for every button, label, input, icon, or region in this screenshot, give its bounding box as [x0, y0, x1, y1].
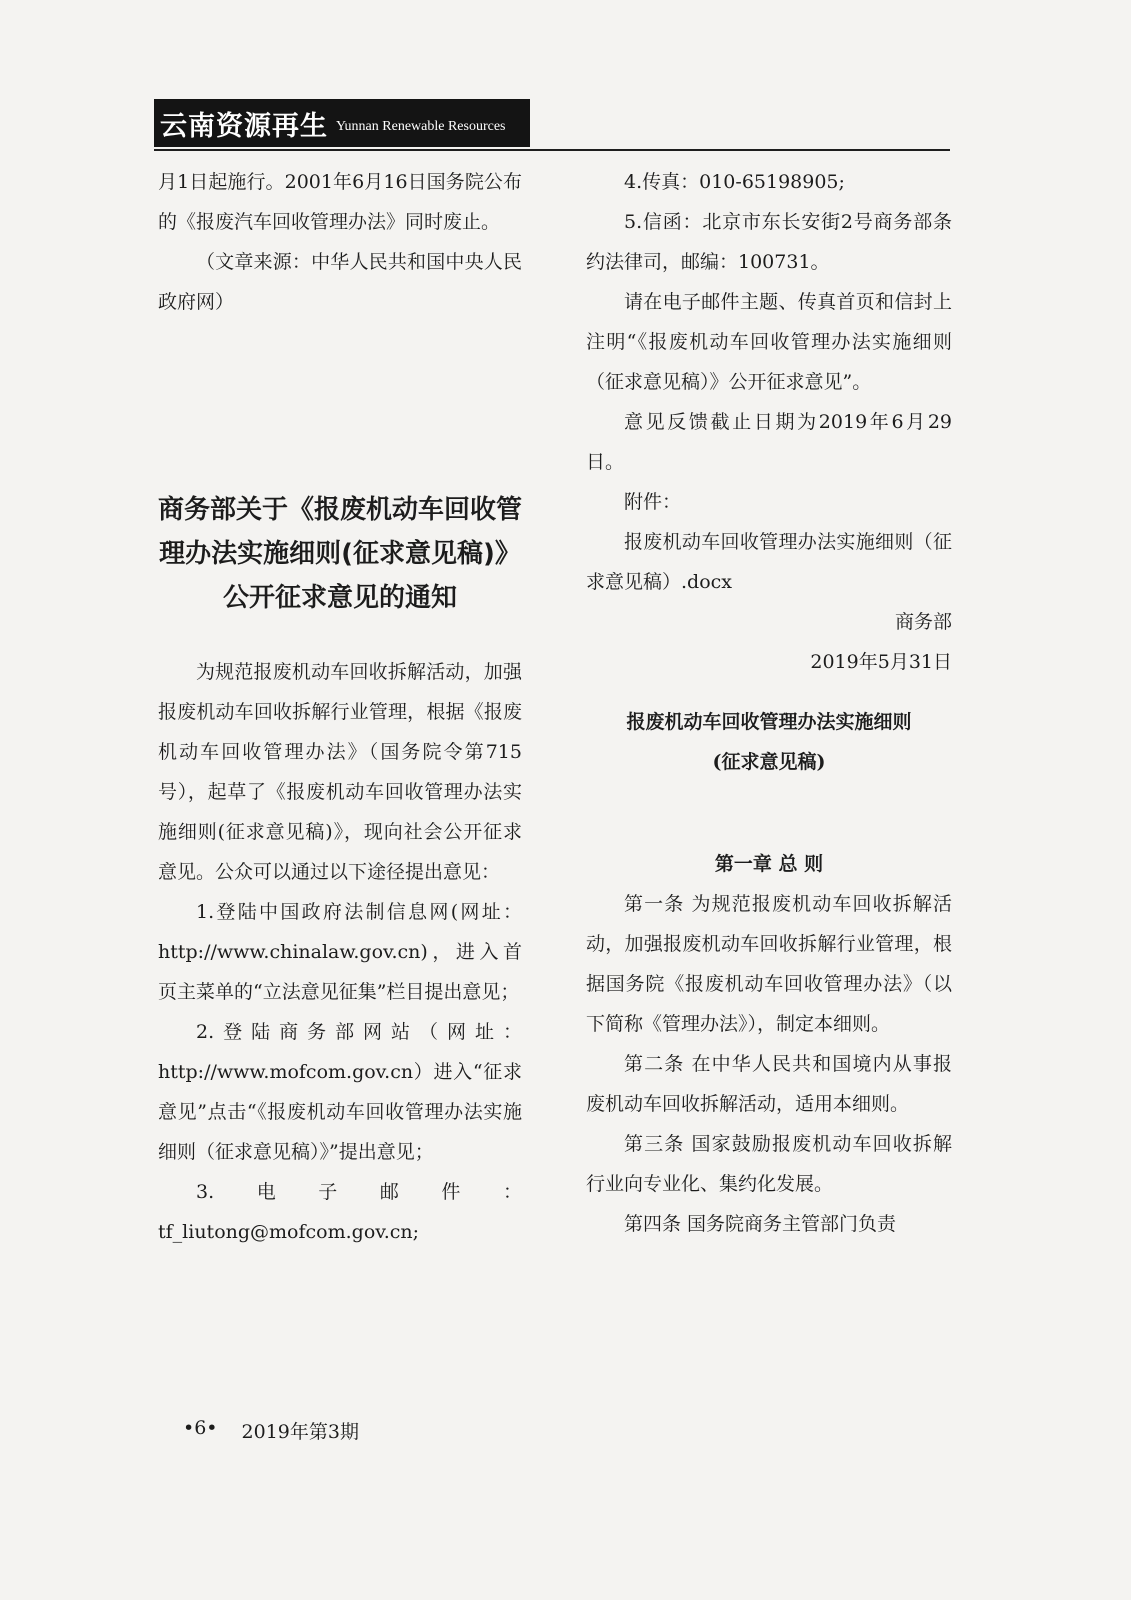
rules-subtitle: (征求意见稿) — [712, 751, 826, 773]
right-column — [586, 162, 952, 1244]
article-title-line-1: 商务部关于《报废机动车回收管 — [158, 495, 523, 525]
rules-title: 报废机动车回收管理办法实施细则 — [626, 711, 912, 733]
article-2: 第二条 在中华人民共和国境内从事报废机动车回收拆解活动，适用本细则。 — [586, 1053, 952, 1115]
deadline-text: 意见反馈截止日期为2019年6月29日。 — [586, 411, 952, 473]
channel-item-3-email: tf_liutong@mofcom.gov.cn; — [158, 1221, 420, 1243]
channel-item-5: 5.信函：北京市东长安街2号商务部条约法律司，邮编：100731。 — [586, 211, 952, 273]
channel-item-1: 1.登陆中国政府法制信息网(网址：http://www.chinalaw.gov.cn)，进入首页主菜单的“立法意见征集”栏目提出意见； — [158, 901, 522, 1003]
header-rule — [154, 149, 950, 151]
intro-paragraph: 为规范报废机动车回收拆解活动，加强报废机动车回收拆解行业管理，根据《报废机动车回收管理办法》（国务院令第715号），起草了《报废机动车回收管理办法实施细则(征求意见稿)》，现向社会公开征求意见。公众可以通过以下途径提出意见： — [158, 661, 522, 883]
continuation-text: 月1日起施行。2001年6月16日国务院公布的《报废汽车回收管理办法》同时废止。 — [158, 171, 522, 233]
channel-item-2: 2.登陆商务部网站（网址：http://www.mofcom.gov.cn）进入“征求意见”点击“《报废机动车回收管理办法实施细则（征求意见稿）》”提出意见； — [158, 1021, 522, 1163]
item3-label-part: 电 — [256, 1181, 276, 1203]
article-3: 第三条 国家鼓励报废机动车回收拆解行业向专业化、集约化发展。 — [586, 1133, 952, 1195]
item3-label-part: 件 — [441, 1181, 461, 1203]
left-column — [158, 162, 522, 1252]
column-gap — [158, 322, 522, 488]
rules-gap — [586, 682, 952, 702]
channel-item-4: 4.传真：010-65198905; — [624, 171, 845, 193]
chapter-title: 第一章 总 则 — [714, 853, 824, 875]
title-gap — [158, 620, 522, 652]
article-4: 第四条 国务院商务主管部门负责 — [624, 1213, 897, 1235]
article-title-line-2: 理办法实施细则(征求意见稿)》 — [159, 539, 521, 569]
submission-note: 请在电子邮件主题、传真首页和信封上注明“《报废机动车回收管理办法实施细则（征求意见稿）》公开征求意见”。 — [586, 291, 952, 393]
attachment-file: 报废机动车回收管理办法实施细则（征求意见稿）.docx — [586, 531, 952, 593]
attachment-label: 附件： — [624, 491, 682, 513]
item3-label-part: 3. — [196, 1181, 215, 1203]
issue-label: 2019年第3期 — [241, 1421, 359, 1443]
article-title-line-3: 公开征求意见的通知 — [222, 583, 457, 613]
masthead-title-cn: 云南资源再生 — [160, 110, 328, 142]
chapter-gap — [586, 782, 952, 844]
article-1: 第一条 为规范报废机动车回收拆解活动，加强报废机动车回收拆解行业管理，根据国务院《报废机动车回收管理办法》（以下简称《管理办法》），制定本细则。 — [586, 893, 952, 1035]
masthead-banner — [154, 99, 530, 147]
signature-org: 商务部 — [894, 611, 952, 633]
article-source: （文章来源：中华人民共和国中央人民政府网） — [158, 251, 522, 313]
item3-label-part: ： — [502, 1181, 522, 1203]
item3-label-part: 子 — [318, 1181, 338, 1203]
item3-label-part: 邮 — [379, 1181, 399, 1203]
channel-item-3-label — [158, 1172, 522, 1212]
page-footer — [183, 1417, 359, 1444]
page-number: •6• — [183, 1417, 218, 1439]
masthead-title-en: Yunnan Renewable Resources — [336, 119, 506, 134]
signature-date: 2019年5月31日 — [810, 651, 952, 673]
